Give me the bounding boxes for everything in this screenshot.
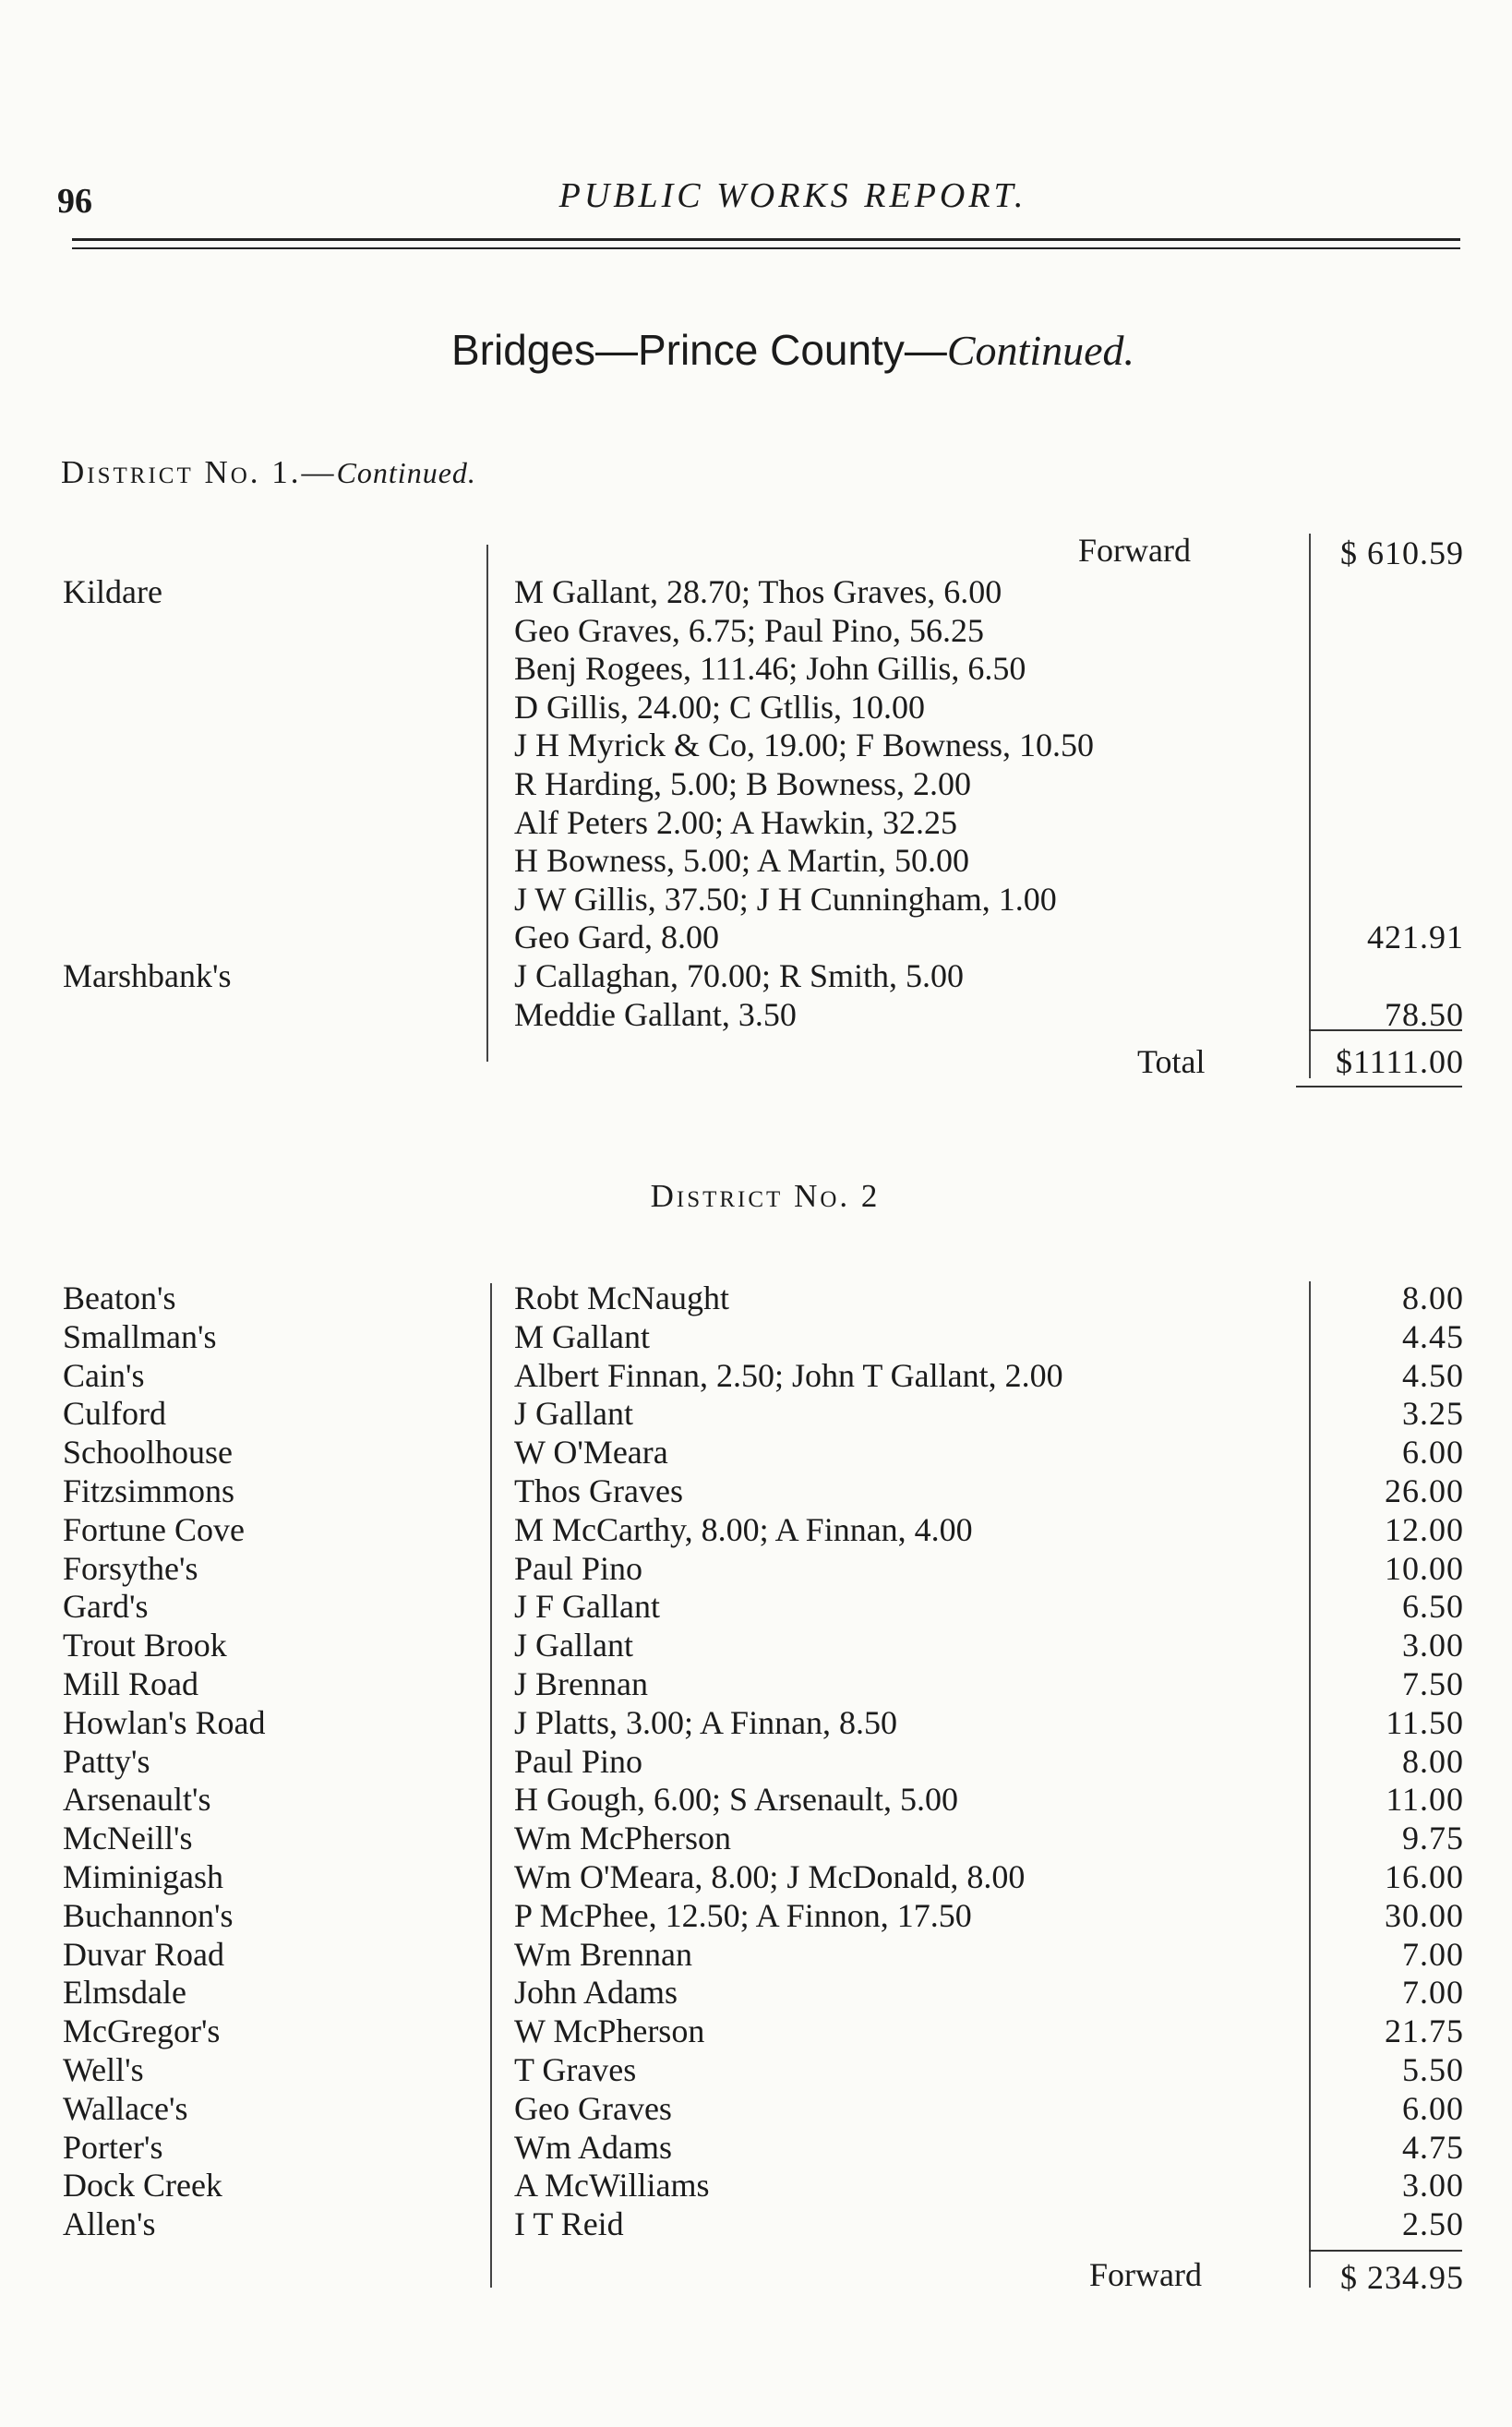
table-row — [0, 918, 1512, 956]
header-rule — [72, 247, 1460, 249]
district-1-continued: Continued. — [336, 456, 476, 489]
table-row — [0, 1703, 1512, 1742]
bridge-location: Duvar Road — [63, 1935, 224, 1973]
amount: 4.45 — [1402, 1317, 1464, 1355]
table-row — [0, 1664, 1512, 1703]
payees: Thos Graves — [514, 1472, 683, 1509]
payees: M Gallant, 28.70; Thos Graves, 6.00 — [514, 573, 1002, 610]
table-row — [0, 1433, 1512, 1472]
bridge-location: Forsythe's — [63, 1549, 198, 1587]
payees: T Graves — [514, 2051, 637, 2088]
bridge-location: Wallace's — [63, 2089, 188, 2127]
bridge-location: Patty's — [63, 1742, 150, 1780]
table-row — [0, 1394, 1512, 1433]
amount: 6.50 — [1402, 1588, 1464, 1626]
payees: Geo Graves, 6.75; Paul Pino, 56.25 — [514, 611, 984, 649]
table-row — [0, 1356, 1512, 1395]
bridge-location: McNeill's — [63, 1820, 193, 1857]
table-row — [0, 803, 1512, 842]
page-title — [0, 325, 1512, 375]
amount: 4.50 — [1402, 1356, 1464, 1394]
payees: Benj Rogees, 111.46; John Gillis, 6.50 — [514, 650, 1026, 688]
payees: J Brennan — [514, 1665, 648, 1702]
table-row — [0, 2012, 1512, 2050]
amount: 11.50 — [1386, 1703, 1464, 1741]
forward-label: Forward — [1089, 2256, 1202, 2293]
bridge-location: McGregor's — [63, 2012, 221, 2050]
bridge-location: Fortune Cove — [63, 1510, 245, 1548]
table-row — [0, 1780, 1512, 1819]
title-main: Bridges—Prince County— — [450, 326, 947, 374]
amount: 7.00 — [1402, 1935, 1464, 1973]
total-amount: $1111.00 — [1336, 1043, 1464, 1080]
table-row — [0, 2205, 1512, 2243]
bridge-location: Howlan's Road — [63, 1703, 266, 1741]
payees: H Bowness, 5.00; A Martin, 50.00 — [514, 842, 970, 880]
table-row — [0, 1742, 1512, 1781]
payees: Alf Peters 2.00; A Hawkin, 32.25 — [514, 803, 957, 841]
amount: 3.25 — [1402, 1395, 1464, 1433]
amount: 8.00 — [1402, 1280, 1464, 1316]
bridge-location: Buchannon's — [63, 1896, 234, 1934]
running-title: PUBLIC WORKS REPORT. — [558, 176, 1027, 215]
payees: J Gallant — [514, 1395, 633, 1433]
bridge-location: Marshbank's — [63, 957, 232, 994]
bridge-location: Miminigash — [63, 1858, 224, 1895]
payees: I T Reid — [514, 2205, 624, 2243]
payees: Meddie Gallant, 3.50 — [514, 995, 797, 1033]
bridge-location: Allen's — [63, 2205, 156, 2243]
table-row — [0, 880, 1512, 919]
table-row — [0, 1279, 1512, 1317]
table-row — [0, 1472, 1512, 1510]
payees: John Adams — [514, 1974, 678, 2012]
table-row — [0, 688, 1512, 727]
table-row — [0, 764, 1512, 803]
title-continued: Continued. — [946, 327, 1135, 374]
total-label: Total — [1137, 1043, 1206, 1080]
bridge-location: Kildare — [63, 573, 162, 610]
amount: 9.75 — [1402, 1820, 1464, 1857]
bridge-location: Beaton's — [63, 1280, 176, 1316]
payees: Albert Finnan, 2.50; John T Gallant, 2.00 — [514, 1356, 1063, 1394]
payees: D Gillis, 24.00; C Gtllis, 10.00 — [514, 688, 926, 726]
bridge-location: Dock Creek — [63, 2167, 222, 2205]
table-row — [0, 1819, 1512, 1857]
district-1-label: District No. 1.— — [61, 454, 337, 490]
total-rule — [1296, 1086, 1462, 1087]
page-number: 96 — [57, 182, 92, 221]
payees: J Callaghan, 70.00; R Smith, 5.00 — [514, 957, 965, 994]
table-row — [0, 2128, 1512, 2167]
header-rule — [72, 238, 1460, 241]
table-row — [0, 611, 1512, 650]
amount: 421.91 — [1367, 919, 1464, 956]
sum-rule — [1309, 2250, 1462, 2252]
payees: H Gough, 6.00; S Arsenault, 5.00 — [514, 1781, 958, 1819]
payees: P McPhee, 12.50; A Finnon, 17.50 — [514, 1896, 972, 1934]
payees: Wm Adams — [514, 2128, 672, 2166]
table-row — [0, 572, 1512, 611]
amount: 3.00 — [1402, 1627, 1464, 1664]
bridge-location: Arsenault's — [63, 1781, 211, 1819]
amount: 5.50 — [1402, 2051, 1464, 2088]
payees: Wm Brennan — [514, 1935, 692, 1973]
amount: 16.00 — [1385, 1858, 1464, 1895]
table-row — [0, 1317, 1512, 1356]
amount: 7.50 — [1402, 1665, 1464, 1702]
table-row — [0, 2050, 1512, 2089]
forward-label: Forward — [1078, 532, 1191, 569]
amount: 7.00 — [1402, 1974, 1464, 2012]
bridge-location: Gard's — [63, 1588, 149, 1626]
amount: 6.00 — [1402, 2089, 1464, 2127]
payees: R Harding, 5.00; B Bowness, 2.00 — [514, 765, 971, 802]
payees: Paul Pino — [514, 1549, 643, 1587]
amount: 10.00 — [1385, 1549, 1464, 1587]
table-row — [0, 1549, 1512, 1588]
table-row — [0, 1896, 1512, 1935]
bridge-location: Fitzsimmons — [63, 1472, 235, 1509]
payees: W O'Meara — [514, 1434, 668, 1472]
payees: J H Myrick & Co, 19.00; F Bowness, 10.50 — [514, 727, 1095, 764]
table-row — [0, 1935, 1512, 1974]
table-row — [0, 1626, 1512, 1664]
table-row — [0, 1587, 1512, 1626]
payees: W McPherson — [514, 2012, 705, 2050]
table-row — [0, 956, 1512, 995]
payees: Wm O'Meara, 8.00; J McDonald, 8.00 — [514, 1858, 1026, 1895]
table-row — [0, 649, 1512, 688]
amount: 30.00 — [1385, 1896, 1464, 1934]
payees: J Platts, 3.00; A Finnan, 8.50 — [514, 1703, 898, 1741]
amount: 26.00 — [1385, 1472, 1464, 1509]
amount: 6.00 — [1402, 1434, 1464, 1472]
table-row — [0, 2089, 1512, 2128]
district-1-heading — [61, 454, 476, 491]
payees: Wm McPherson — [514, 1820, 731, 1857]
table-row — [0, 841, 1512, 880]
payees: M Gallant — [514, 1317, 650, 1355]
forward-amount: $ 610.59 — [1340, 535, 1464, 571]
amount: 2.50 — [1402, 2205, 1464, 2243]
bridge-location: Well's — [63, 2051, 144, 2088]
bridge-location: Culford — [63, 1395, 166, 1433]
table-row — [0, 995, 1512, 1034]
bridge-location: Cain's — [63, 1356, 145, 1394]
table-row — [0, 1973, 1512, 2012]
forward-amount: $ 234.95 — [1340, 2259, 1464, 2296]
payees: Geo Graves — [514, 2089, 672, 2127]
table-row — [0, 1510, 1512, 1549]
bridge-location: Schoolhouse — [63, 1434, 233, 1472]
table-row — [0, 1857, 1512, 1896]
bridge-location: Trout Brook — [63, 1627, 227, 1664]
table-row — [0, 2166, 1512, 2205]
payees: Paul Pino — [514, 1742, 643, 1780]
table-row — [0, 726, 1512, 764]
payees: J W Gillis, 37.50; J H Cunningham, 1.00 — [514, 880, 1057, 918]
payees: Geo Gard, 8.00 — [514, 919, 719, 956]
amount: 8.00 — [1402, 1742, 1464, 1780]
bridge-location: Porter's — [63, 2128, 163, 2166]
payees: Robt McNaught — [514, 1280, 729, 1316]
amount: 12.00 — [1385, 1510, 1464, 1548]
payees: M McCarthy, 8.00; A Finnan, 4.00 — [514, 1510, 973, 1548]
amount: 4.75 — [1402, 2128, 1464, 2166]
district-2-heading: District No. 2 — [650, 1178, 881, 1214]
bridge-location: Elmsdale — [63, 1974, 186, 2012]
amount: 78.50 — [1385, 995, 1464, 1033]
bridge-location: Mill Road — [63, 1665, 199, 1702]
payees: J F Gallant — [514, 1588, 660, 1626]
payees: A McWilliams — [514, 2167, 710, 2205]
amount: 21.75 — [1385, 2012, 1464, 2050]
amount: 11.00 — [1386, 1781, 1464, 1819]
amount: 3.00 — [1402, 2167, 1464, 2205]
subtotal-rule — [1309, 1029, 1462, 1031]
bridge-location: Smallman's — [63, 1317, 217, 1355]
payees: J Gallant — [514, 1627, 633, 1664]
